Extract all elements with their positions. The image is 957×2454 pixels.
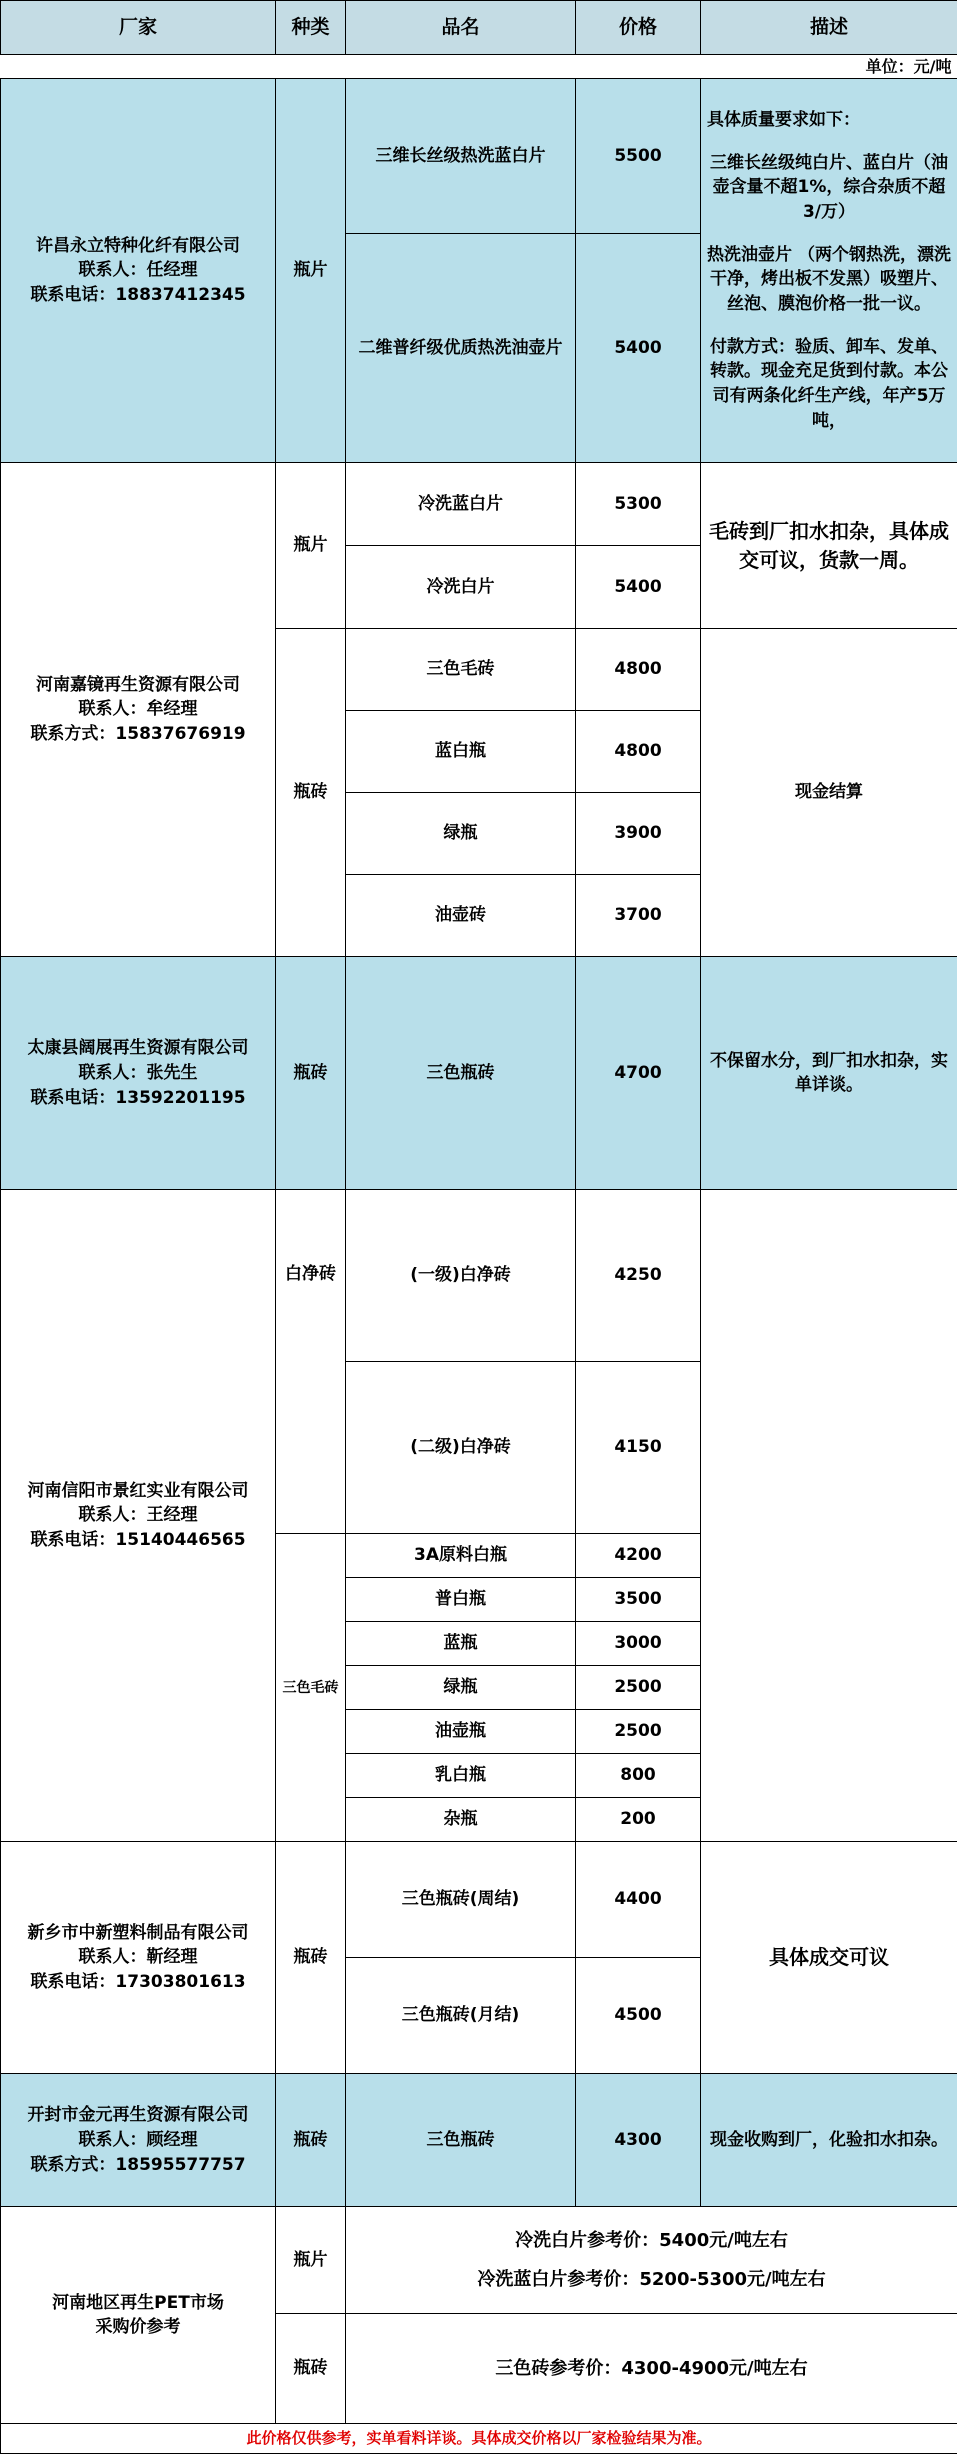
product-cell: 3A原料白瓶 xyxy=(346,1534,576,1578)
product-cell: 绿瓶 xyxy=(346,1666,576,1710)
product-cell: (一级)白净砖 xyxy=(346,1190,576,1362)
company-cell xyxy=(1,2074,276,2207)
type-cell: 白净砖 xyxy=(276,1190,346,1534)
product-cell: 乳白瓶 xyxy=(346,1754,576,1798)
company-name: 太康县阔展再生资源有限公司 xyxy=(5,1036,271,1061)
price-cell: 4700 xyxy=(576,957,701,1190)
header-type: 种类 xyxy=(276,1,346,55)
price-cell: 5500 xyxy=(576,79,701,234)
product-cell: 三色毛砖 xyxy=(346,629,576,711)
table-row xyxy=(1,957,957,1190)
company-contact: 联系人：任经理 xyxy=(5,258,271,283)
company-cell xyxy=(1,1190,276,1842)
price-cell: 5300 xyxy=(576,463,701,546)
company-name: 新乡市中新塑料制品有限公司 xyxy=(5,1921,271,1946)
product-cell: 二维普纤级优质热洗油壶片 xyxy=(346,234,576,463)
table-row xyxy=(1,1190,957,1362)
price-cell: 4200 xyxy=(576,1534,701,1578)
company-contact: 联系人：牟经理 xyxy=(5,697,271,722)
footer-note: 此价格仅供参考，实单看料详谈。具体成交价格以厂家检验结果为准。 xyxy=(1,2424,957,2454)
type-cell: 瓶片 xyxy=(276,463,346,629)
product-cell: 绿瓶 xyxy=(346,793,576,875)
reference-line: 冷洗白片参考价：5400元/吨左右 xyxy=(350,2228,953,2253)
price-cell: 800 xyxy=(576,1754,701,1798)
type-cell: 三色毛砖 xyxy=(276,1534,346,1842)
desc-spacer xyxy=(707,225,951,243)
price-cell: 4800 xyxy=(576,629,701,711)
price-cell: 3700 xyxy=(576,875,701,957)
product-cell: 油壶砖 xyxy=(346,875,576,957)
table-row xyxy=(1,79,957,234)
table-row xyxy=(1,463,957,546)
desc-cell xyxy=(701,1190,957,1842)
price-cell: 3500 xyxy=(576,1578,701,1622)
price-cell: 2500 xyxy=(576,1666,701,1710)
reference-spacer xyxy=(350,2253,953,2267)
desc-line: 三维长丝级纯白片、蓝白片（油壶含量不超1%，综合杂质不超3/万） xyxy=(707,151,951,225)
company-cell xyxy=(1,1842,276,2074)
company-cell xyxy=(1,463,276,957)
price-cell: 200 xyxy=(576,1798,701,1842)
type-cell: 瓶砖 xyxy=(276,629,346,957)
type-cell: 瓶砖 xyxy=(276,957,346,1190)
price-cell: 3900 xyxy=(576,793,701,875)
product-cell: 杂瓶 xyxy=(346,1798,576,1842)
desc-line: 付款方式：验质、卸车、发单、转款。现金充足货到付款。本公司有两条化纤生产线，年产5万吨， xyxy=(707,335,951,434)
company-phone: 联系电话：17303801613 xyxy=(5,1970,271,1995)
header-price: 价格 xyxy=(576,1,701,55)
price-cell: 4500 xyxy=(576,1958,701,2074)
desc-cell: 具体成交可议 xyxy=(701,1842,957,2074)
price-cell: 5400 xyxy=(576,234,701,463)
unit-label: 单位：元/吨 xyxy=(1,55,957,79)
product-cell: 蓝瓶 xyxy=(346,1622,576,1666)
company-phone: 联系电话：18837412345 xyxy=(5,283,271,308)
product-cell: (二级)白净砖 xyxy=(346,1362,576,1534)
desc-cell: 现金结算 xyxy=(701,629,957,957)
market-title: 河南地区再生PET市场 xyxy=(5,2291,271,2316)
price-cell: 4250 xyxy=(576,1190,701,1362)
reference-cell xyxy=(346,2207,957,2314)
type-cell: 瓶砖 xyxy=(276,2314,346,2424)
table-row xyxy=(1,2207,957,2314)
price-cell: 2500 xyxy=(576,1710,701,1754)
desc-spacer xyxy=(707,317,951,335)
reference-cell: 三色砖参考价：4300-4900元/吨左右 xyxy=(346,2314,957,2424)
desc-line: 具体质量要求如下： xyxy=(707,108,951,133)
price-cell: 3000 xyxy=(576,1622,701,1666)
type-cell: 瓶片 xyxy=(276,2207,346,2314)
price-cell: 4400 xyxy=(576,1842,701,1958)
desc-line: 热洗油壶片 （两个钢热洗，漂洗干净，烤出板不发黑）吸塑片、丝泡、膜泡价格一批一议。 xyxy=(707,243,951,317)
type-cell: 瓶砖 xyxy=(276,1842,346,2074)
desc-cell: 毛砖到厂扣水扣杂，具体成交可议，货款一周。 xyxy=(701,463,957,629)
header-desc: 描述 xyxy=(701,1,957,55)
product-cell: 冷洗蓝白片 xyxy=(346,463,576,546)
footer-row xyxy=(1,2424,957,2454)
company-name: 开封市金元再生资源有限公司 xyxy=(5,2103,271,2128)
company-contact: 联系人：张先生 xyxy=(5,1061,271,1086)
company-phone: 联系方式：18595577757 xyxy=(5,2153,271,2178)
table-row xyxy=(1,2074,957,2207)
price-cell: 4300 xyxy=(576,2074,701,2207)
price-cell: 5400 xyxy=(576,546,701,629)
product-cell: 三色瓶砖(月结) xyxy=(346,1958,576,2074)
company-contact: 联系人：靳经理 xyxy=(5,1945,271,1970)
desc-cell xyxy=(701,79,957,463)
product-cell: 三色瓶砖 xyxy=(346,2074,576,2207)
desc-spacer xyxy=(707,133,951,151)
company-contact: 联系人：王经理 xyxy=(5,1503,271,1528)
market-subtitle: 采购价参考 xyxy=(5,2315,271,2340)
product-cell: 三色瓶砖(周结) xyxy=(346,1842,576,1958)
company-cell xyxy=(1,957,276,1190)
desc-cell: 现金收购到厂，化验扣水扣杂。 xyxy=(701,2074,957,2207)
company-phone: 联系电话：15140446565 xyxy=(5,1528,271,1553)
company-name: 河南嘉镜再生资源有限公司 xyxy=(5,673,271,698)
unit-row xyxy=(1,55,957,79)
product-cell: 冷洗白片 xyxy=(346,546,576,629)
company-phone: 联系方式：15837676919 xyxy=(5,722,271,747)
company-name: 河南信阳市景红实业有限公司 xyxy=(5,1479,271,1504)
company-phone: 联系电话：13592201195 xyxy=(5,1086,271,1111)
product-cell: 蓝白瓶 xyxy=(346,711,576,793)
product-cell: 三维长丝级热洗蓝白片 xyxy=(346,79,576,234)
desc-cell: 不保留水分，到厂扣水扣杂，实单详谈。 xyxy=(701,957,957,1190)
market-cell xyxy=(1,2207,276,2424)
header-factory: 厂家 xyxy=(1,1,276,55)
table-row xyxy=(1,1842,957,1958)
type-cell: 瓶片 xyxy=(276,79,346,463)
reference-line: 冷洗蓝白片参考价：5200-5300元/吨左右 xyxy=(350,2267,953,2292)
product-cell: 油壶瓶 xyxy=(346,1710,576,1754)
type-cell: 瓶砖 xyxy=(276,2074,346,2207)
product-cell: 三色瓶砖 xyxy=(346,957,576,1190)
price-cell: 4150 xyxy=(576,1362,701,1534)
header-row xyxy=(1,1,957,55)
header-product: 品名 xyxy=(346,1,576,55)
company-contact: 联系人：顾经理 xyxy=(5,2128,271,2153)
company-name: 许昌永立特种化纤有限公司 xyxy=(5,234,271,259)
company-cell xyxy=(1,79,276,463)
price-cell: 4800 xyxy=(576,711,701,793)
product-cell: 普白瓶 xyxy=(346,1578,576,1622)
